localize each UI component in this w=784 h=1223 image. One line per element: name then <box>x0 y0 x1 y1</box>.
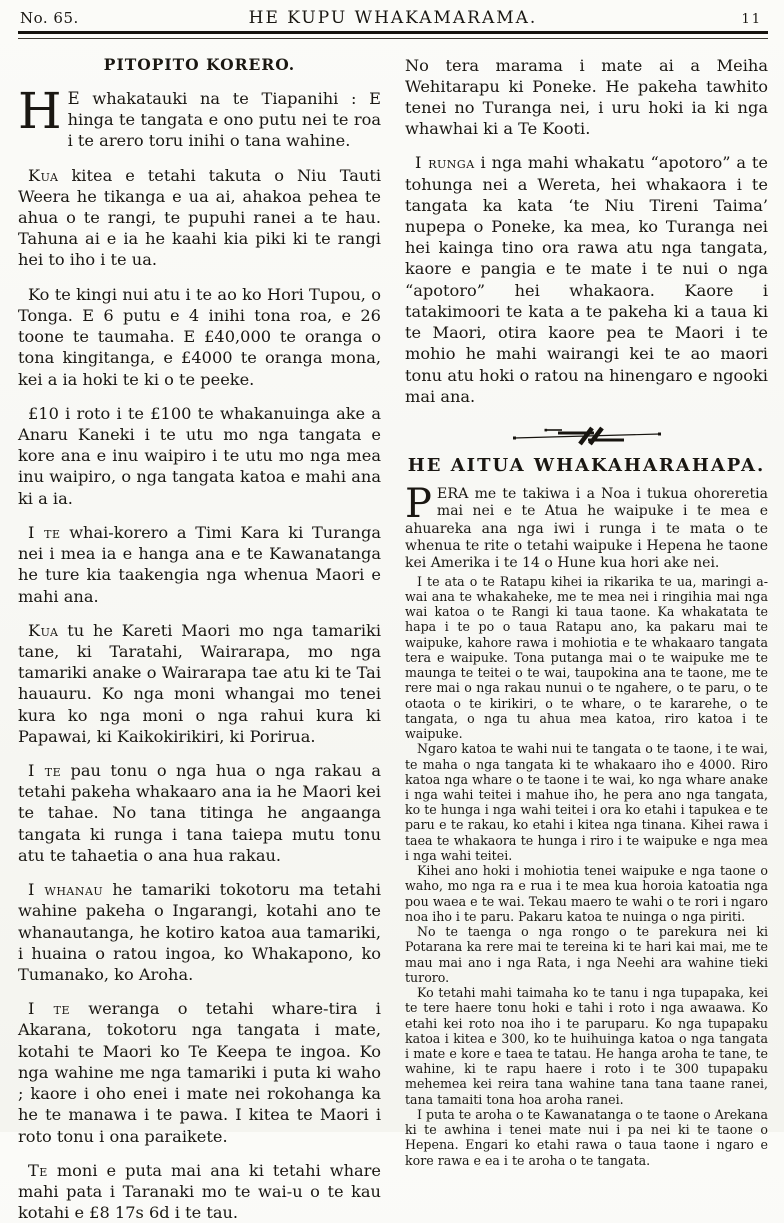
item-lead: Kua <box>28 166 58 185</box>
header-rule-thick <box>18 31 768 34</box>
item-lead: Kua <box>28 621 58 640</box>
news-item <box>18 165 381 271</box>
news-item <box>405 985 768 1107</box>
item-text: No tera marama i mate ai a Meiha Wehitarapu ki Poneke. He pakeha tawhito tenei no Turanga nei, i uru hoki ia ki nga whawhai ki a Te Kooti. <box>405 56 768 139</box>
item-lead: E <box>68 89 80 108</box>
header-rule-thin <box>18 38 768 39</box>
item-text: he tamariki tokotoru ma tetahi wahine pakeha o Ingarangi, kotahi ano te whanautanga, he kotiro katoa aua tamariki, i huaina o ratou ingoa, ko Whakapono, ko Tumanako, ko Aroha. <box>18 880 381 984</box>
item-text: me te takiwa i a Noa i tukua ohoreretia mai nei e te Atua he waipuke i te mea e ahuareka ana nga iwi i runga i te mata o te whenua te rite o tetahi waipuke i Hepena he taone kei Amerika i te 14 o Hune kua hori ake nei. <box>405 486 768 571</box>
newspaper-title: HE KUPU WHAKAMARAMA. <box>249 8 538 28</box>
left-column <box>18 51 381 1223</box>
item-text: whakatauki na te Tiapanihi : E hinga te tangata e ono putu nei te roa i te arero toru inihi o tana wahine. <box>68 89 381 151</box>
drop-cap-initial: P <box>405 486 437 520</box>
article-heading-pitopito: PITOPITO KORERO. <box>18 55 381 74</box>
item-text: Ko te kingi nui atu i te ao ko Hori Tupou, o Tonga. E 6 putu e 4 inihi tona roa, e 26 toone te taumaha. E £40,000 te oranga o tona kingitanga, e £4000 te oranga mona, kei a ia hoki te ki o te peeke. <box>18 285 381 389</box>
item-lead: I te <box>28 761 61 780</box>
item-text: Ngaro katoa te wahi nui te tangata o te taone, i te wai, te maha o nga tangata ki te whakaaro iho e 4000. Riro katoa nga whare o te taone i te wai, ko nga whare anake i nga wahi teitei i mahue iho, he pera ano nga tangata, ko te hunga i nga wahi teitei i ora ko etahi i tapukea e te paru e te rakau, ko etahi i kitea nga tinana. Kihei rawa i taea te whakaora te hunga i riro i te waipuke e nga mea i nga wahi teitei. <box>405 741 768 863</box>
item-text: i nga mahi whakatu “apotoro” a te tohunga nei a Wereta, hei whakaora i te tangata ka kata ‘te Niu Tireni Taima’ nupepa o Poneke, ka mea, ko Turanga nei hei kainga tino ora rawa atu nga tangata, kaore e pangia e te mate i te nui o nga “apotoro” hei whakaora. Kaore i tatakimoori te kata a te pakeha ki a taua ki te Maori, otira kaore pea te Maori i te mohio he mahi wairangi kei te ao maori tonu atu hoki o ratou na hinengaro e ngooki mai ana. <box>405 153 768 405</box>
issue-number: No. 65. <box>20 9 79 27</box>
news-item <box>405 863 768 924</box>
news-item <box>18 88 381 152</box>
news-item <box>18 879 381 985</box>
page-number: 11 <box>741 12 766 27</box>
article-heading-aitua: HE AITUA WHAKAHARAHAPA. <box>405 455 768 476</box>
item-text: kitea e tetahi takuta o Niu Tauti Weera he tikanga e ua ai, ahakoa pehea te ahua o te rangi, te pupuhi ranei a te hau. Tahuna ai e ia he kaahi kia piki ki te rangi hei to iho i te ua. <box>18 166 381 270</box>
item-lead: I runga <box>415 153 475 172</box>
news-item <box>405 574 768 742</box>
item-text: moni e puta mai ana ki tetahi whare mahi pata i Taranaki mo te wai-u o te kau kotahi e £8 17s 6d i te tau. <box>18 1161 381 1222</box>
news-item <box>18 1160 381 1223</box>
item-lead: ERA <box>437 486 468 502</box>
two-column-layout <box>18 51 768 1223</box>
item-text: Ko tetahi mahi taimaha ko te tanu i nga tupapaka, kei te tere haere tonu hoki e tahi i roto i nga awaawa. Ko etahi kei roto noa iho i te paruparu. Ko nga tupapaku katoa i kitea e 300, ko te huihuinga katoa o nga tangata i mate e kore e taea te tatau. He hanga aroha te tane, te wahine, ki te rapu haere i roto i te 300 tupapaku mehemea kei reira tana wahine tana tana taane ranei, tana tamaiti tona hoa aroha ranei. <box>405 985 768 1107</box>
item-text: No te taenga o nga rongo o te parekura nei ki Potarana ka rere mai te tereina ki te hari kai mai, me te mau mai ano i nga Rata, i nga Neehi ara wahine tieki turoro. <box>405 924 768 985</box>
news-item <box>405 741 768 863</box>
item-text: £10 i roto i te £100 te whakanuinga ake a Anaru Kaneki i te utu mo nga tangata e kore ana e inu waipiro i te utu mo nga mea inu waipiro, o nga tangata katoa e mahi ana ki a ia. <box>18 404 381 508</box>
item-lead: I te <box>28 999 70 1018</box>
item-text: tu he Kareti Maori mo nga tamariki tane, ki Taratahi, Wairarapa, mo nga tamariki anake o Wairarapa tae atu ki te Tai hauauru. Ko nga moni whangai mo tenei kura ko nga moni o nga rahui kura ki Papawai, ki Kaikokirikiri, ki Porirua. <box>18 621 381 746</box>
section-divider <box>405 425 768 447</box>
news-item <box>18 403 381 509</box>
news-item <box>405 486 768 572</box>
item-lead: I te <box>28 523 60 542</box>
news-item <box>405 1107 768 1168</box>
divider-ornament-icon <box>512 425 662 447</box>
news-item <box>405 924 768 985</box>
item-text: Kihei ano hoki i mohiotia tenei waipuke e nga taone o waho, mo nga ra e rua i te mea kua horoia katoatia nga pou waea e te wai. Tekau maero te wahi o te rori i ngaro noa iho i te paru. Pakaru katoa te nuinga o nga piriti. <box>405 863 768 924</box>
news-item <box>405 152 768 407</box>
news-item <box>18 998 381 1147</box>
item-lead: Te <box>28 1161 48 1180</box>
item-text: pau tonu o nga hua o nga rakau a tetahi pakeha whakaaro ana ia he Maori kei te tahae. No tana titinga he angaanga tangata ki runga i tana taiepa mutu tonu atu te tahaetia o ana hua rakau. <box>18 761 381 865</box>
news-item <box>18 522 381 607</box>
right-column <box>405 51 768 1223</box>
news-item <box>18 284 381 390</box>
drop-cap-initial: H <box>18 88 68 131</box>
news-item <box>18 620 381 747</box>
item-text: I te ata o te Ratapu kihei ia rikarika te ua, maringi a-wai ana te whakaheke, me te mea nei i ringihia mai nga wai katoa o te Rangi ki taua taone. Ka whakatata te hapa i te po o taua Ratapu ano, ka pakaru mai te waipuke, kahore rawa i mohiotia e te whakaaro tangata tera e waipuke. Tona putanga mai o te waipuke me te maunga te teitei o te wai, taupokina ana te taone, me te rere mai o nga rakau nunui o te ngahere, o te paru, o te otaota o te kirikiri, o te whare, o te kararehe, o te tangata, o nga tu ahua mea katoa, riro katoa i te waipuke. <box>405 574 768 741</box>
item-text: I puta te aroha o te Kawanatanga o te taone o Arekana ki te awhina i tenei mate nui i pa nei ki te taone o Hepena. Engari ko etahi rawa o taua taone i ngaro e kore rawa e ea i te aroha o te tangata. <box>405 1107 768 1168</box>
item-text: whai-korero a Timi Kara ki Turanga nei i mea ia e hanga ana e te Kawanatanga he ture kia taakengia nga whenua Maori e mahi ana. <box>18 523 381 606</box>
item-text: weranga o tetahi whare-tira i Akarana, tokotoru nga tangata i mate, kotahi te Maori ko Te Keepa te ingoa. Ko nga wahine me nga tamariki i puta ki waho ; kaore i oho enei i mate nei rokohanga ka he te manawa i te pawa. I kitea te Maori i roto tonu i ona paraikete. <box>18 999 381 1145</box>
masthead-header <box>18 5 768 29</box>
news-item <box>405 55 768 140</box>
news-item <box>18 760 381 866</box>
item-lead: I whanau <box>28 880 103 899</box>
